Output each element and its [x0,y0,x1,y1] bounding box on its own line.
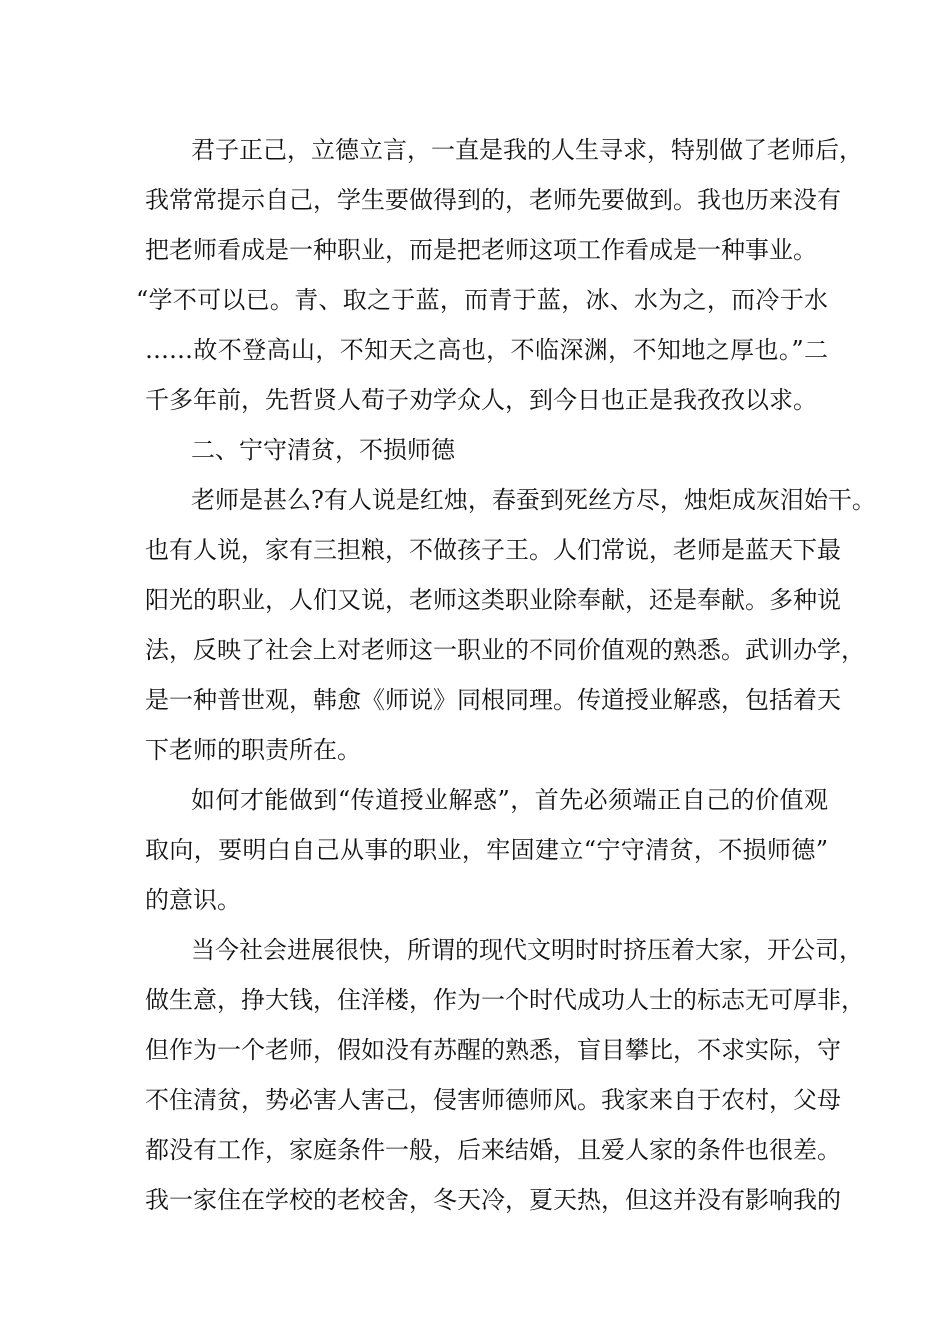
paragraph-3-line-1: 如何才能做到“传道授业解惑”，首先必须端正自己的价值观 [191,786,828,814]
paragraph-2-line-4: 法，反映了社会上对老师这一职业的不同价值观的熟悉。武训办学， [145,636,865,664]
paragraph-2-line-5: 是一种普世观，韩愈《师说》同根同理。传道授业解惑，包括着天 [145,686,841,714]
section-heading: 二、宁守清贫，不损师德 [191,436,455,464]
paragraph-2-line-3: 阳光的职业，人们又说，老师这类职业除奉献，还是奉献。多种说 [145,586,841,614]
paragraph-4-line-2: 做生意，挣大钱，住洋楼，作为一个时代成功人士的标志无可厚非， [145,986,865,1014]
paragraph-4-line-1: 当今社会进展很快，所谓的现代文明时时挤压着大家，开公司， [191,936,863,964]
paragraph-2-line-1: 老师是甚么?有人说是红烛，春蚕到死丝方尽，烛炬成灰泪始干。 [191,486,876,514]
paragraph-3-line-3: 的意识。 [145,886,241,914]
paragraph-3-line-2: 取向，要明白自己从事的职业，牢固建立“宁守清贫，不损师德” [145,836,828,864]
paragraph-4-line-5: 都没有工作，家庭条件一般，后来结婚，且爱人家的条件也很差。 [145,1136,841,1164]
quote-line-1: “学不可以已。青、取之于蓝，而青于蓝，冰、水为之，而冷于水 [136,286,828,314]
paragraph-1-line-3: 把老师看成是一种职业，而是把老师这项工作看成是一种事业。 [145,236,817,264]
paragraph-1-line-2: 我常常提示自己，学生要做得到的，老师先要做到。我也历来没有 [145,186,841,214]
paragraph-4-line-3: 但作为一个老师，假如没有苏醒的熟悉，盲目攀比，不求实际，守 [145,1036,841,1064]
paragraph-1-line-1: 君子正己，立德立言，一直是我的人生寻求，特别做了老师后， [191,136,863,164]
paragraph-2-line-6: 下老师的职责所在。 [145,736,361,764]
quote-line-2: ……故不登高山，不知天之高也，不临深渊，不知地之厚也。”二 [145,336,828,364]
paragraph-4-line-4: 不住清贫，势必害人害己，侵害师德师风。我家来自于农村，父母 [145,1086,841,1114]
quote-line-3: 千多年前，先哲贤人荀子劝学众人，到今日也正是我孜孜以求。 [145,386,817,414]
paragraph-2-line-2: 也有人说，家有三担粮，不做孩子王。人们常说，老师是蓝天下最 [145,536,841,564]
paragraph-4-line-6: 我一家住在学校的老校舍，冬天冷，夏天热，但这并没有影响我的 [145,1186,841,1214]
